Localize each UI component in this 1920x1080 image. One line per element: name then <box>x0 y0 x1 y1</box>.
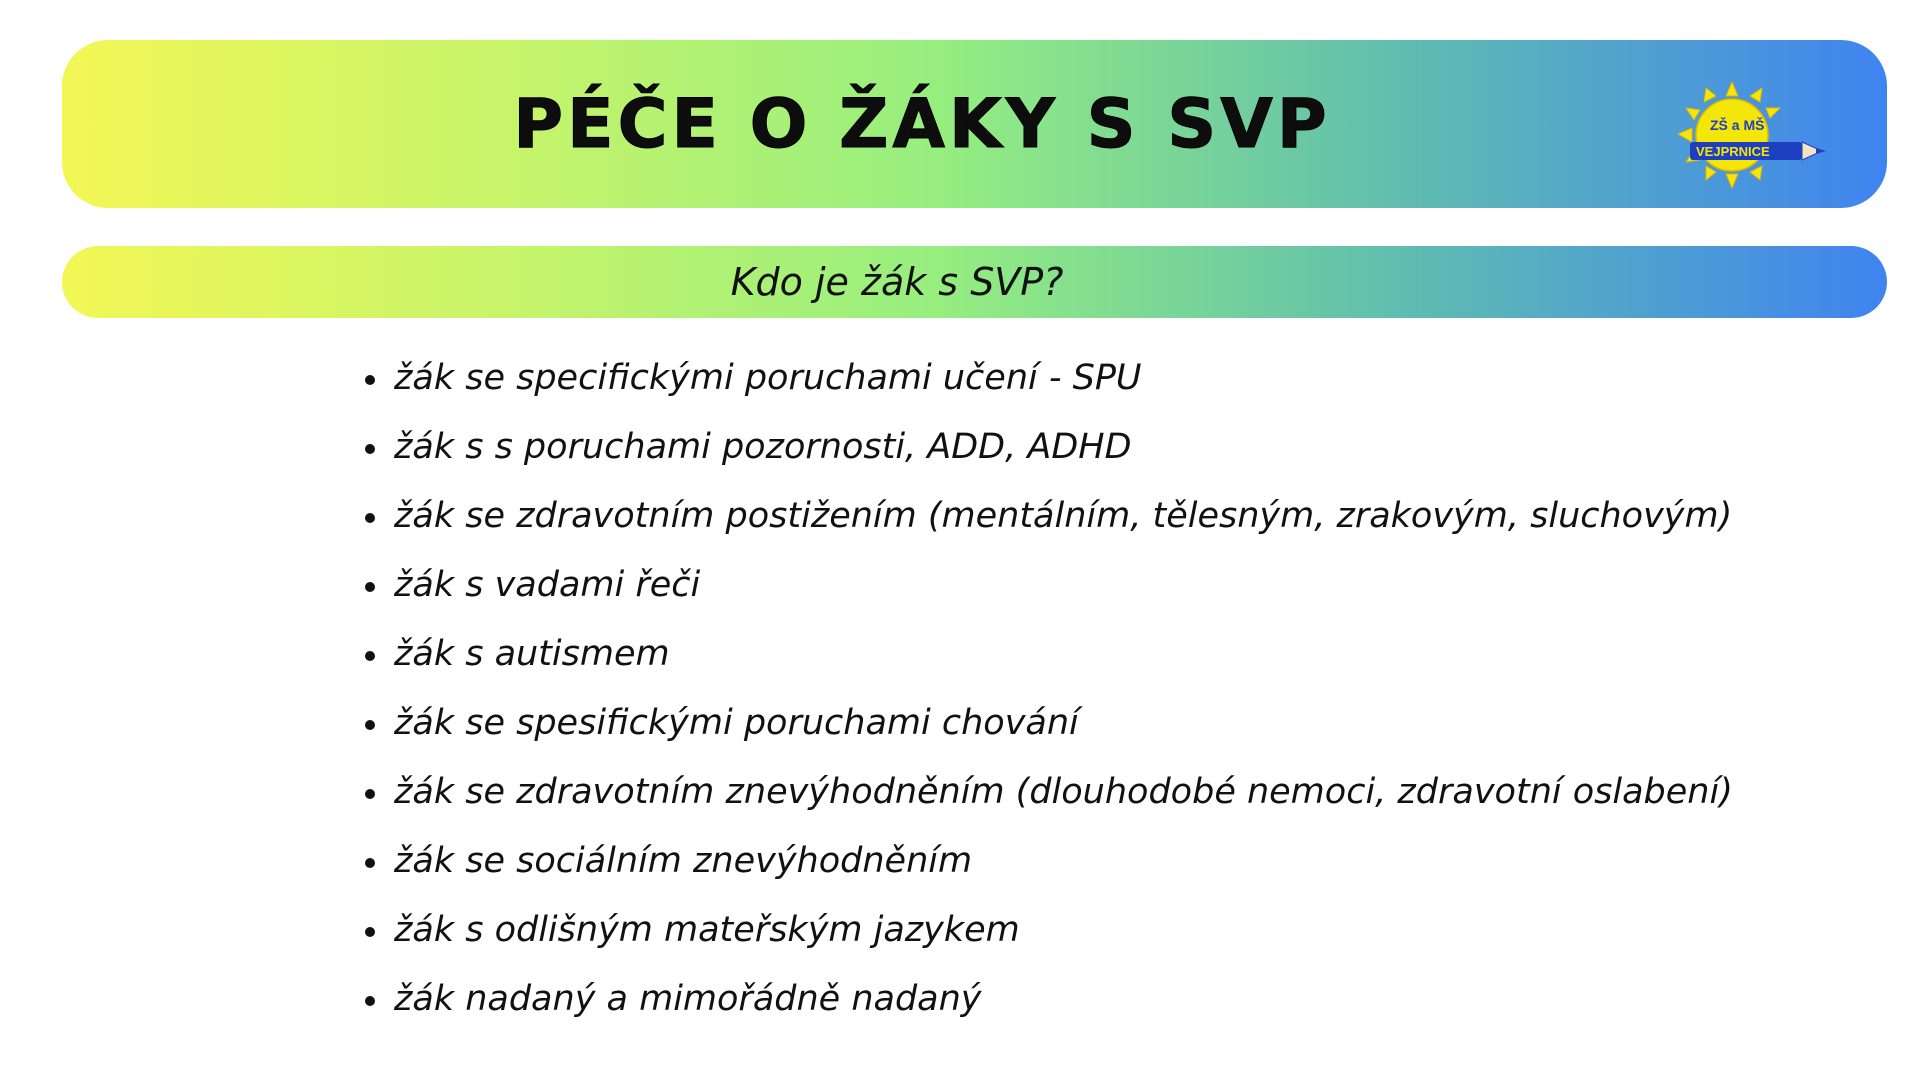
title-banner <box>62 40 1887 208</box>
bullet-icon <box>365 444 375 454</box>
list-item-text: žák se zdravotním postižením (mentálním, tělesným, zrakovým, sluchovým) <box>394 496 1733 536</box>
list-item <box>360 969 1660 1038</box>
list-item-text: žák se zdravotním znevýhodněním (dlouhodobé nemoci, zdravotní oslabení) <box>394 772 1733 812</box>
list-item-text: žák s autismem <box>394 634 670 674</box>
list-item <box>360 624 1660 693</box>
bullet-icon <box>365 927 375 937</box>
bullet-icon <box>365 375 375 385</box>
subtitle-banner <box>62 246 1887 318</box>
list-item <box>360 831 1660 900</box>
page-title: PÉČE O ŽÁKY S SVP <box>513 84 1331 164</box>
list-item-text: žák s s poruchami pozornosti, ADD, ADHD <box>394 427 1132 467</box>
logo-text-line2: VEJPRNICE <box>1696 144 1770 159</box>
list-item-text: žák se spesifickými poruchami chování <box>394 703 1079 743</box>
svp-category-list <box>360 348 1733 1038</box>
list-item <box>360 900 1660 969</box>
list-item <box>360 417 1660 486</box>
list-item <box>360 762 1733 831</box>
bullet-icon <box>365 513 375 523</box>
sun-icon <box>1678 82 1780 188</box>
list-item-text: žák se specifickými poruchami učení - SPU <box>394 358 1142 398</box>
list-item-text: žák s odlišným mateřským jazykem <box>394 910 1020 950</box>
bullet-icon <box>365 996 375 1006</box>
list-item-text: žák s vadami řeči <box>394 565 701 605</box>
bullet-icon <box>365 651 375 661</box>
bullet-icon <box>365 720 375 730</box>
section-title: Kdo je žák s SVP? <box>730 260 1064 304</box>
logo-text-line1: ZŠ a MŠ <box>1710 117 1765 133</box>
bullet-icon <box>365 858 375 868</box>
list-item <box>360 693 1660 762</box>
bullet-icon <box>365 789 375 799</box>
list-item-text: žák nadaný a mimořádně nadaný <box>394 979 982 1019</box>
list-item-text: žák se sociálním znevýhodněním <box>394 841 973 881</box>
school-logo <box>1670 80 1840 190</box>
list-item <box>360 348 1660 417</box>
bullet-icon <box>365 582 375 592</box>
list-item <box>360 555 1660 624</box>
list-item <box>360 486 1733 555</box>
